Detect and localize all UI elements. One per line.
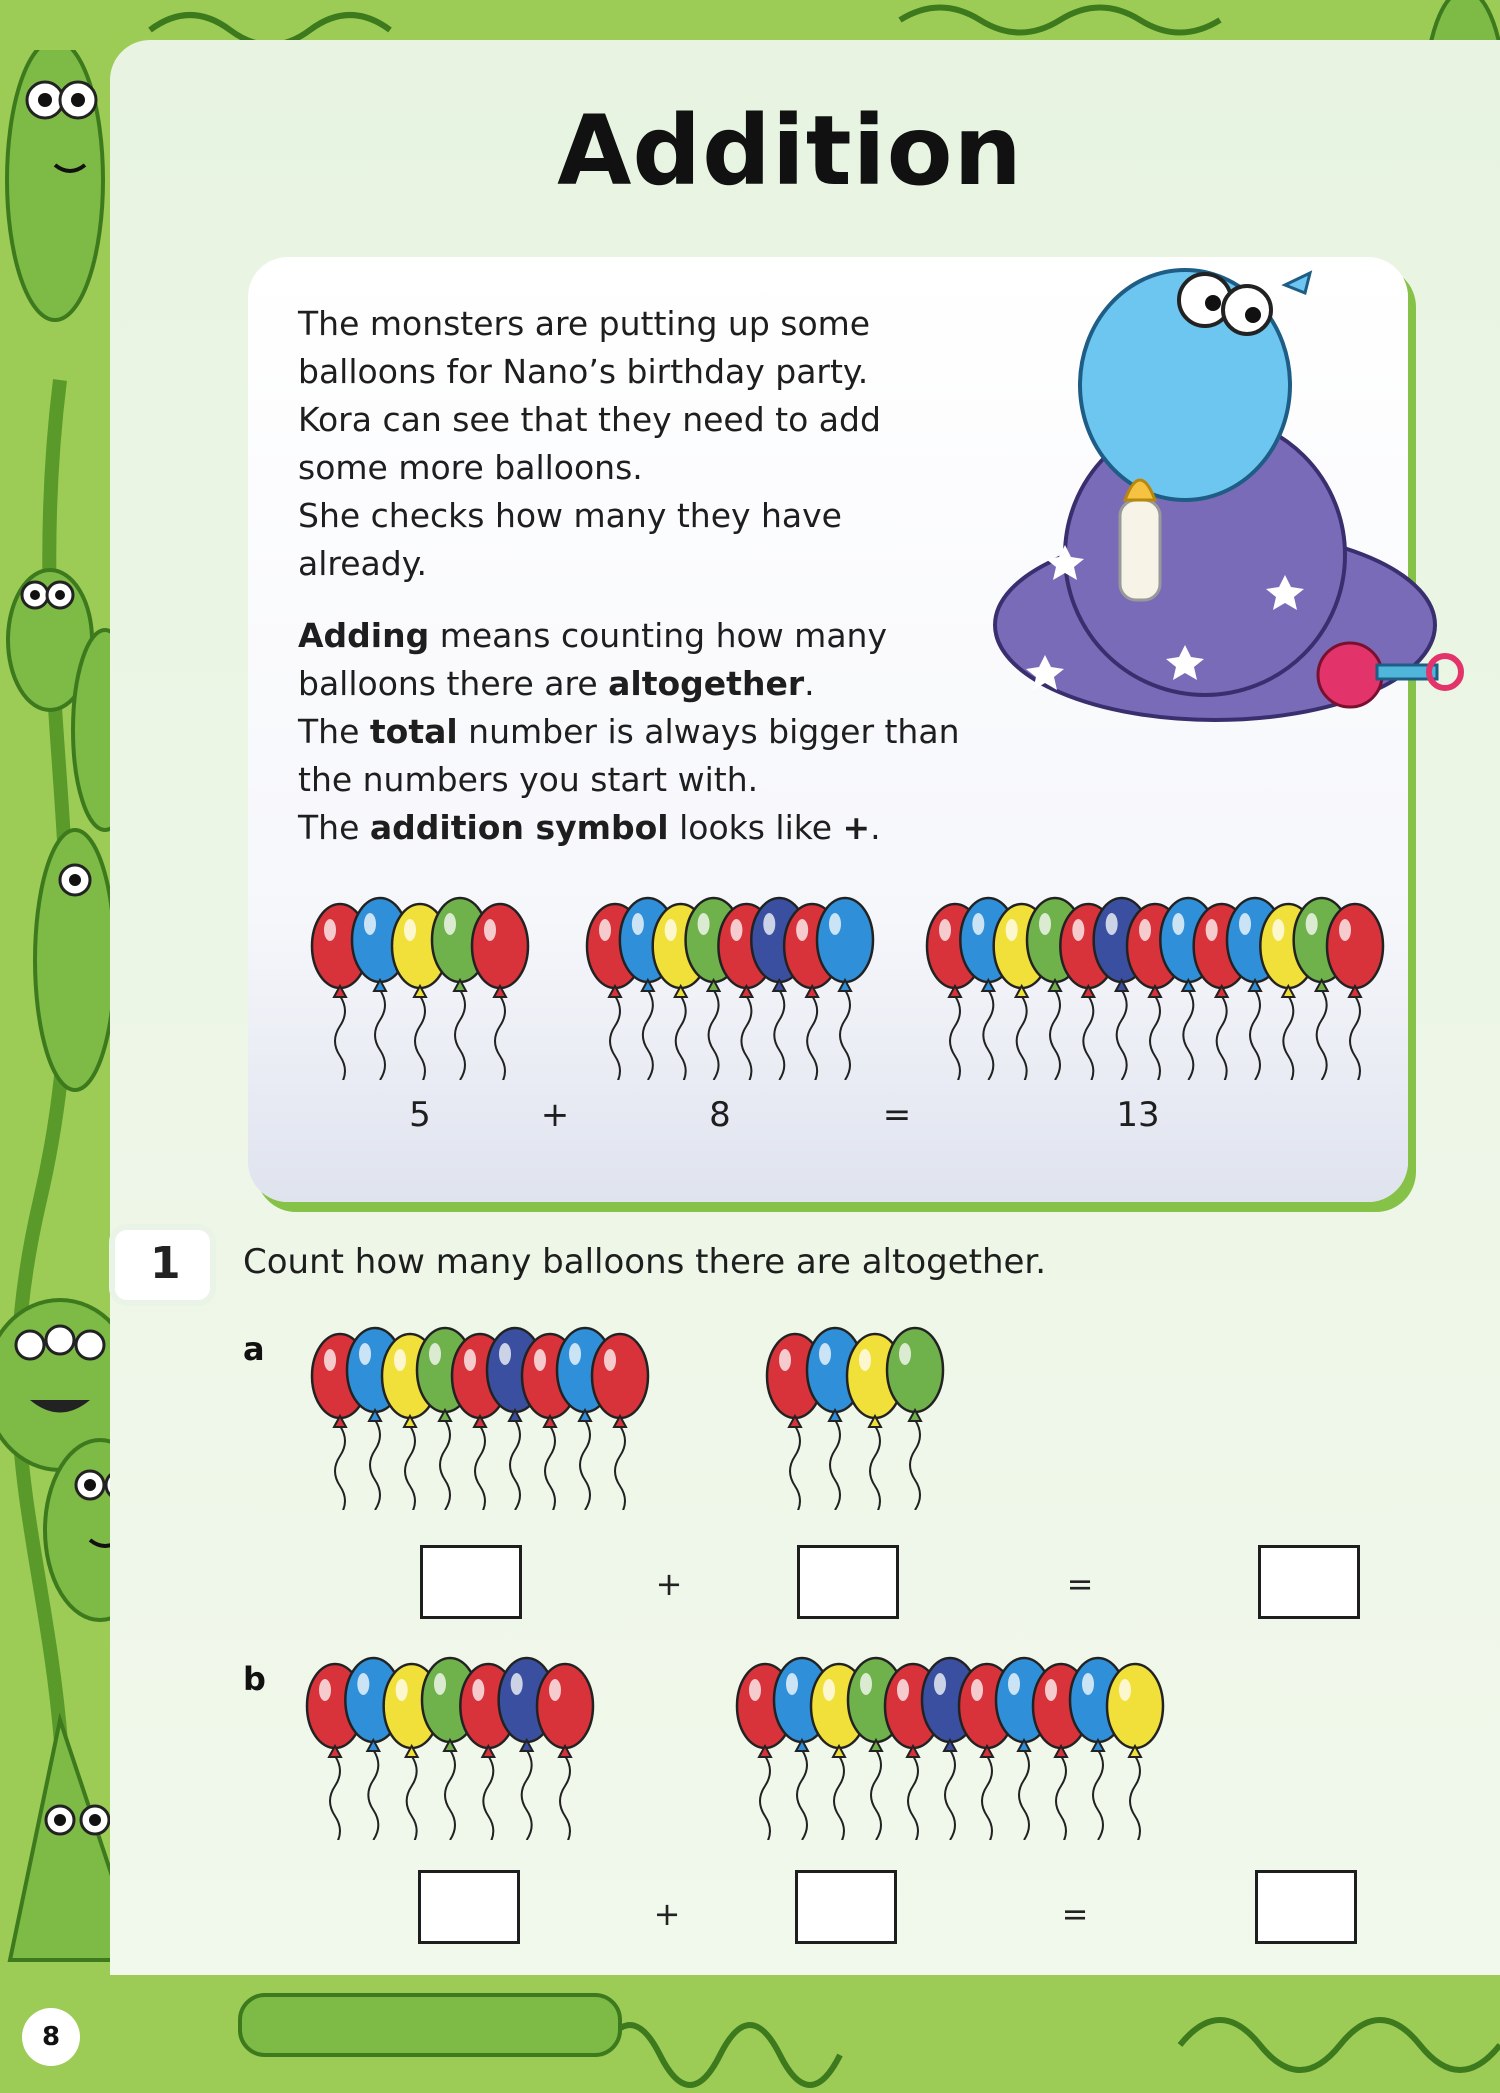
intro-line: some more balloons. [298,448,643,487]
definition-line [298,804,1018,852]
example-number-a: 5 [409,1095,431,1135]
bottom-border-decoration [0,1975,1500,2093]
balloon-monster-icon [7,40,103,320]
part-a-plus-sign: + [655,1565,683,1603]
example-equals-sign: = [882,1095,912,1135]
example-plus-sign: + [540,1095,570,1135]
text-fragment: balloons there are [298,664,609,703]
page-title: Addition [557,95,1023,207]
balloon-icon [537,1664,593,1840]
balloon-icon [887,1328,943,1510]
question-number: 1 [150,1238,181,1289]
question-text: Count how many balloons there are altogether. [243,1242,1047,1282]
definition-line [298,612,1018,660]
example-group-a-balloons [310,880,530,1080]
text-fragment: The [298,712,370,751]
example-group-b-balloons [585,880,875,1080]
text-fragment: looks like [668,808,843,847]
part-b-label: b [243,1660,266,1698]
balloon-icon [817,898,873,1080]
part-a-label: a [243,1330,265,1368]
part-b-plus-sign: + [653,1895,681,1933]
definition-line: the numbers you start with. [298,760,759,799]
example-total-balloons [925,880,1385,1080]
part-a-answer-box-2[interactable] [797,1545,899,1619]
intro-line: balloons for Nano’s birthday party. [298,352,869,391]
part-b-answer-box-total[interactable] [1255,1870,1357,1944]
text-fragment: number is always bigger than [457,712,960,751]
text-fragment: means counting how many [429,616,887,655]
part-b-group2-balloons [735,1640,1165,1840]
balloon-icon [472,904,528,1080]
balloon-icon [592,1334,648,1510]
keyword-total: total [369,712,458,751]
definition-line [298,660,1018,708]
keyword-addition-symbol: addition symbol [369,808,669,847]
part-a-answer-box-total[interactable] [1258,1545,1360,1619]
balloon-icon [1327,904,1383,1080]
part-b-equals-sign: = [1061,1895,1089,1933]
intro-paragraph [298,300,1018,588]
text-fragment: . [804,664,815,703]
part-a-answer-box-1[interactable] [420,1545,522,1619]
definition-paragraph [298,612,1018,852]
plus-symbol: + [842,808,871,847]
intro-line: already. [298,544,428,583]
part-a-group2-balloons [765,1310,945,1510]
page-number: 8 [22,2008,80,2066]
example-number-b: 8 [709,1095,731,1135]
intro-line: Kora can see that they need to add [298,400,881,439]
intro-line: She checks how many they have [298,496,842,535]
example-total: 13 [1116,1095,1160,1135]
balloon-icon [1107,1664,1163,1840]
part-b-answer-box-2[interactable] [795,1870,897,1944]
keyword-altogether: altogether [608,664,805,703]
text-fragment: The [298,808,370,847]
part-b-answer-box-1[interactable] [418,1870,520,1944]
balloon-monster-icon [35,830,115,1090]
baby-monster-illustration [985,245,1485,745]
text-fragment: . [870,808,881,847]
part-a-equals-sign: = [1066,1565,1094,1603]
part-a-group1-balloons [310,1310,650,1510]
intro-line: The monsters are putting up some [298,304,871,343]
definition-line [298,708,1018,756]
part-b-group1-balloons [305,1640,595,1840]
keyword-adding: Adding [298,616,430,655]
